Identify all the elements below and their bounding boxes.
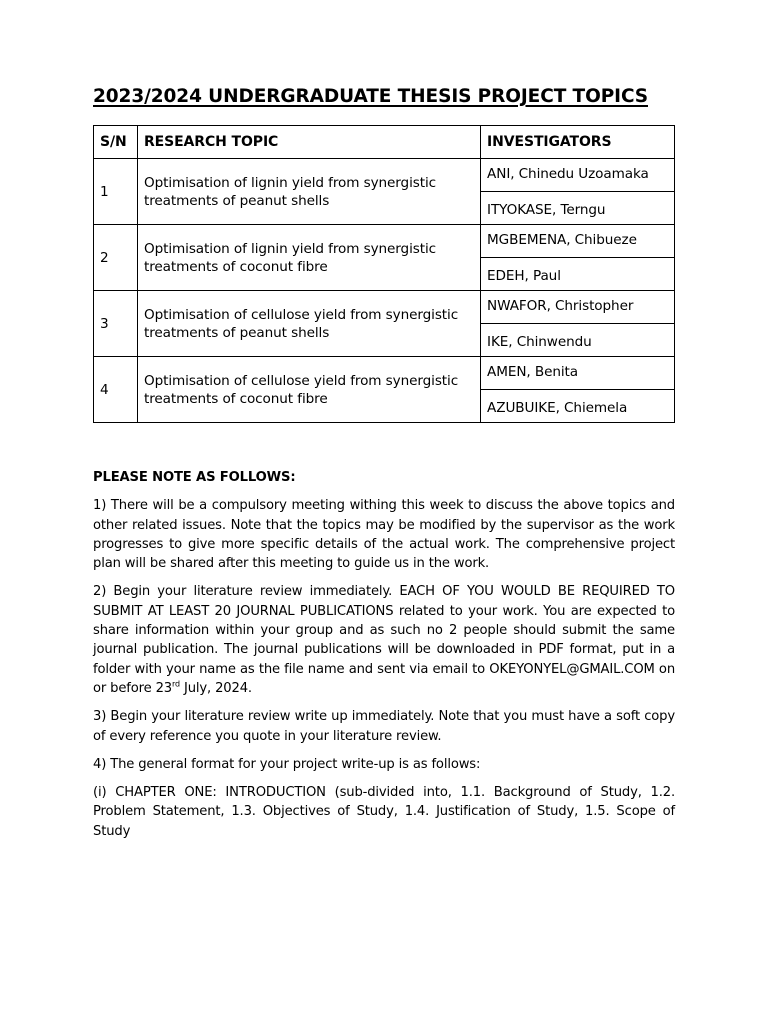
row-topic: Optimisation of cellulose yield from synergistic treatments of peanut shells	[137, 291, 480, 357]
row-sn: 3	[94, 291, 138, 357]
header-investigators: INVESTIGATORS	[481, 126, 675, 159]
table-row	[94, 291, 675, 324]
row-investigator: NWAFOR, Christopher	[481, 291, 675, 324]
table-row	[94, 225, 675, 258]
notes-heading: PLEASE NOTE AS FOLLOWS:	[93, 470, 296, 485]
notes-section	[93, 468, 675, 850]
note-item-2-text: 2) Begin your literature review immediately. EACH OF YOU WOULD BE REQUIRED TO SUBMIT AT LEAST 20 JOURNAL PUBLICATIONS related to your work. You are expected to share information within your group and as such no 2 people should submit the same journal publication. The journal publications will be downloaded in PDF format, put in a folder with your name as the file name and sent via email to OKEYONYEL@GMAIL.COM on or before 23	[93, 584, 675, 696]
row-topic: Optimisation of cellulose yield from synergistic treatments of coconut fibre	[137, 357, 480, 423]
row-sn: 2	[94, 225, 138, 291]
row-topic: Optimisation of lignin yield from synergistic treatments of coconut fibre	[137, 225, 480, 291]
note-item-5: (i) CHAPTER ONE: INTRODUCTION (sub-divided into, 1.1. Background of Study, 1.2. Problem Statement, 1.3. Objectives of Study, 1.4. Justification of Study, 1.5. Scope of Study	[93, 785, 675, 839]
row-sn: 4	[94, 357, 138, 423]
row-investigator: EDEH, Paul	[481, 258, 675, 291]
row-sn: 1	[94, 159, 138, 225]
ordinal-suffix: rd	[172, 679, 180, 689]
note-item-2	[93, 582, 675, 698]
table-row	[94, 357, 675, 390]
note-item-2-date: July, 2024.	[179, 680, 252, 696]
row-topic: Optimisation of lignin yield from synergistic treatments of peanut shells	[137, 159, 480, 225]
row-investigator: AMEN, Benita	[481, 357, 675, 390]
row-investigator: AZUBUIKE, Chiemela	[481, 390, 675, 423]
note-item-1: 1) There will be a compulsory meeting withing this week to discuss the above topics and other related issues. Note that the topics may be modified by the supervisor as the work progresses to give more specific details of the actual work. The comprehensive project plan will be shared after this meeting to guide us in the work.	[93, 498, 675, 572]
row-investigator: MGBEMENA, Chibueze	[481, 225, 675, 258]
topics-table	[93, 125, 675, 423]
table-header-row	[94, 126, 675, 159]
table-row	[94, 159, 675, 192]
document-title: 2023/2024 UNDERGRADUATE THESIS PROJECT TOPICS	[93, 86, 648, 107]
row-investigator: ITYOKASE, Terngu	[481, 192, 675, 225]
row-investigator: IKE, Chinwendu	[481, 324, 675, 357]
row-investigator: ANI, Chinedu Uzoamaka	[481, 159, 675, 192]
header-research-topic: RESEARCH TOPIC	[137, 126, 480, 159]
note-item-3: 3) Begin your literature review write up immediately. Note that you must have a soft copy of every reference you quote in your literature review.	[93, 709, 675, 744]
header-sn: S/N	[94, 126, 138, 159]
note-item-4: 4) The general format for your project write-up is as follows:	[93, 756, 481, 772]
